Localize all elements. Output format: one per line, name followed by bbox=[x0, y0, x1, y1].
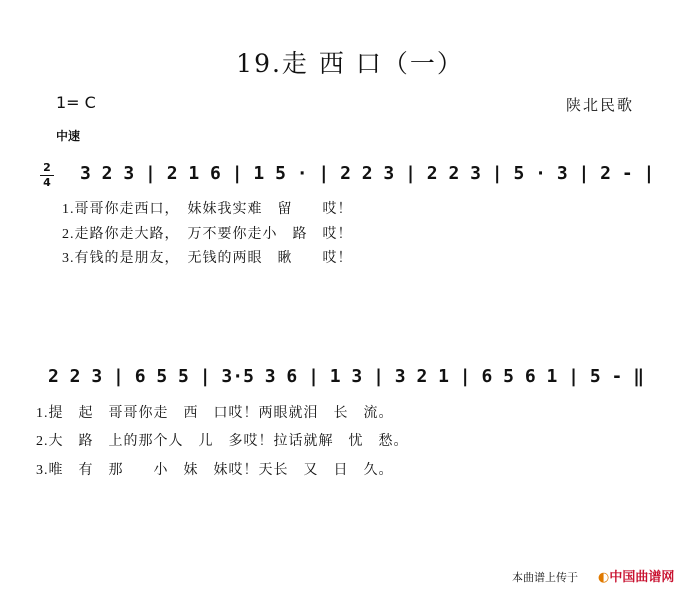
system2-notes: 2 2 3 | 6 5 5 | 3·5 3 6 | 1 3 | 3 2 1 | 6 5 6 1 | 5 - ‖ bbox=[48, 366, 645, 387]
key-signature: 1= C bbox=[56, 93, 96, 112]
system1-lyric-verse1: 1.哥哥你走西口， 妹妹我实难 留 哎！ bbox=[62, 202, 353, 217]
system2-lyric-verse1: 1.提 起 哥哥你走 西 口哎！两眼就泪 长 流。 bbox=[36, 406, 394, 421]
upload-note: 本曲谱上传于 bbox=[512, 571, 578, 584]
site-logo[interactable] bbox=[598, 566, 674, 585]
system1-notes: 3 2 3 | 2 1 6 | 1 5 · | 2 2 3 | 2 2 3 | 5 · 3 | 2 - | bbox=[80, 163, 655, 184]
time-signature bbox=[40, 162, 54, 189]
system1-lyric-verse2: 2.走路你走大路， 万不要你走小 路 哎！ bbox=[62, 227, 353, 242]
tempo-marking: 中速 bbox=[56, 129, 81, 143]
system1-lyric-verse3: 3.有钱的是朋友， 无钱的两眼 瞅 哎！ bbox=[62, 251, 353, 266]
logo-mark-icon: ◐ bbox=[598, 570, 610, 585]
site-logo-text: 中国曲谱网 bbox=[609, 570, 675, 585]
time-signature-bottom: 4 bbox=[43, 176, 51, 189]
composer-label: 陕北民歌 bbox=[566, 96, 635, 114]
system2-lyric-verse2: 2.大 路 上的那个人 儿 多哎！拉话就解 忧 愁。 bbox=[36, 434, 409, 449]
system2-lyric-verse3: 3.唯 有 那 小 妹 妹哎！天长 又 日 久。 bbox=[36, 463, 394, 478]
time-signature-top: 2 bbox=[43, 161, 51, 174]
song-title: 19.走 西 口（一） bbox=[236, 49, 464, 78]
